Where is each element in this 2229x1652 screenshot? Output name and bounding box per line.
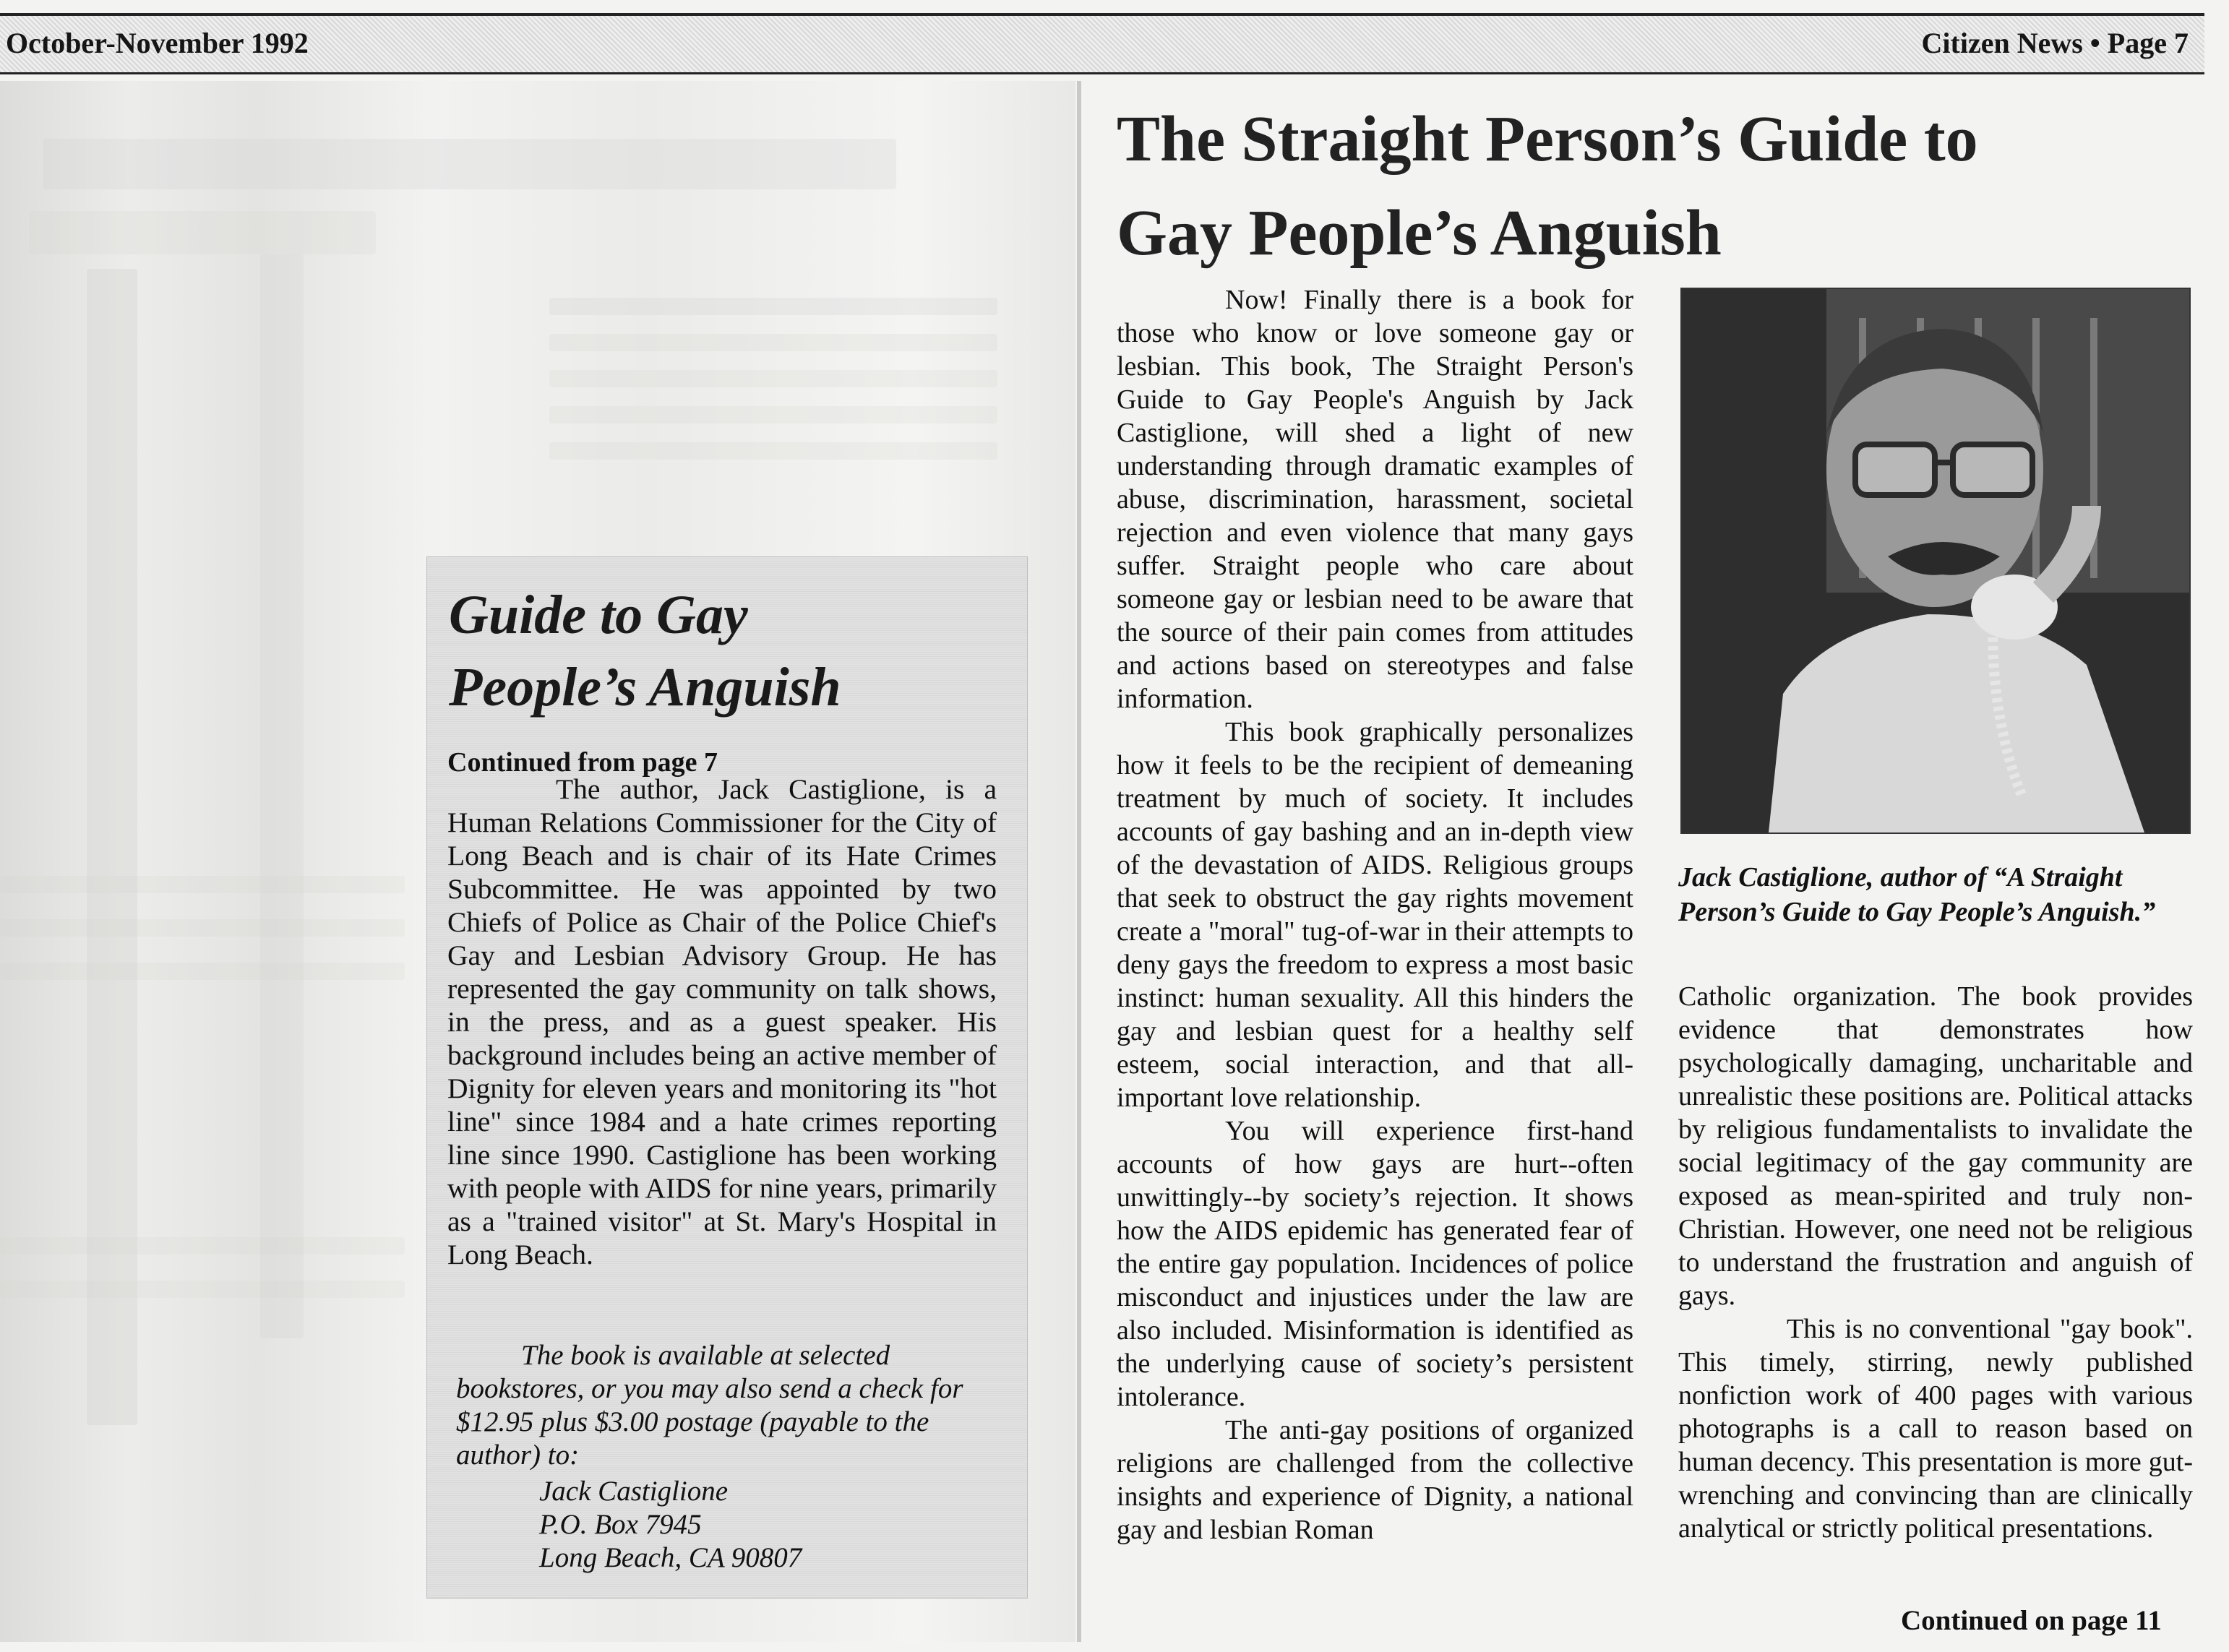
headline-line2: Gay People’s Anguish	[1117, 197, 1722, 269]
photo-caption: Jack Castiglione, author of “A Straight Person’s Guide to Gay People’s Anguish.”	[1678, 862, 2156, 927]
continued-from-label: Continued from page 7	[447, 747, 718, 778]
article-column-1	[1117, 283, 1633, 1546]
article-column-2	[1678, 980, 2193, 1545]
clipping-body	[447, 773, 997, 1271]
ordering-text: The book is available at selected bookstores, or you may also send a check for $12.95 plus $3.00 postage (payable to the author) to:	[456, 1340, 963, 1471]
headline-line1: The Straight Person’s Guide to	[1117, 103, 1978, 175]
paragraph: This book graphically personalizes how it feels to be the recipient of demeaning treatment by much of society. It includes accounts of gay bashing and an in-depth view of the devastation of AIDS. Religious groups that seek to obstruct the gay rights movement create a "moral" tug-of-war in their attempts to deny gays the freedom to express a most basic instinct: human sexuality. All this hinders the gay and lesbian quest for a healthy self esteem, social interaction, and that all-important love relationship.	[1117, 717, 1633, 1113]
clipping-title-line2: People’s Anguish	[449, 657, 841, 718]
address-box: P.O. Box 7945	[539, 1509, 702, 1540]
paragraph: Now! Finally there is a book for those who know or love someone gay or lesbian. This book, The Straight Person's Guide to Gay People's Anguish by Jack Castiglione, will shed a light of new understanding through dramatic examples of abuse, discrimination, harassment, societal rejection and even violence that many gays suffer. Straight people who care about someone gay or lesbian need to be aware that the source of their pain comes from attitudes and actions based on stereotypes and false information.	[1117, 285, 1633, 714]
page-fold	[1077, 81, 1081, 1642]
clipping-title	[449, 579, 998, 723]
clipping-title-line1: Guide to Gay	[449, 585, 748, 645]
clipping-paragraph: The author, Jack Castiglione, is a Human Relations Commissioner for the City of Long Beach and is chair of its Hate Crimes Subcommittee. He was appointed by two Chiefs of Police as Chair of the Police Chief's Gay and Lesbian Advisory Group. He has represented the gay community on talk shows, in the press, and as a guest speaker. His background includes being an active member of Dignity for eleven years and monitoring its "hot line" since 1984 and a hate crimes reporting line since 1990. Castiglione has been working with people with AIDS for nine years, primarily as a "trained visitor" at St. Mary's Hospital in Long Beach.	[447, 773, 997, 1270]
clipping-box	[426, 556, 1028, 1599]
ordering-info	[456, 1339, 984, 1472]
paragraph: This is no conventional "gay book". This timely, stirring, newly published nonfiction work of 400 pages with various photographs is a call to reason based on human decency. This presentation is more gut-wrenching and convincing than are clinically analytical or strictly political presentations.	[1678, 1314, 2193, 1544]
article-headline	[1117, 93, 2201, 280]
masthead	[0, 13, 2204, 74]
address-city: Long Beach, CA 90807	[539, 1542, 802, 1573]
paragraph: You will experience first-hand accounts of how gays are hurt--often unwittingly--by society’s rejection. It shows how the AIDS epidemic has generated fear of the entire gay population. Incidences of police misconduct and injustices under the law are also included. Misinformation is identified as the underlying cause of society’s persistent intolerance.	[1117, 1116, 1633, 1412]
paragraph: The anti-gay positions of organized religions are challenged from the collective insights and experience of Dignity, a national gay and lesbian Roman	[1117, 1415, 1633, 1545]
mailing-address	[539, 1475, 802, 1575]
page-label: Citizen News • Page 7	[1921, 27, 2189, 59]
author-photo	[1680, 288, 2191, 834]
continued-on-label: Continued on page 11	[1901, 1605, 2162, 1636]
address-name: Jack Castiglione	[539, 1476, 729, 1507]
issue-date: October-November 1992	[6, 27, 309, 59]
paragraph: Catholic organization. The book provides evidence that demonstrates how psychologically damaging, uncharitable and unrealistic these positions are. Political attacks by religious fundamentalists to invalidate the social legitimacy of the gay community are exposed as mean-spirited and truly non-Christian. However, one need not be religious to understand the frustration and anguish of gays.	[1678, 981, 2193, 1311]
author-photo-illustration	[1682, 289, 2189, 833]
